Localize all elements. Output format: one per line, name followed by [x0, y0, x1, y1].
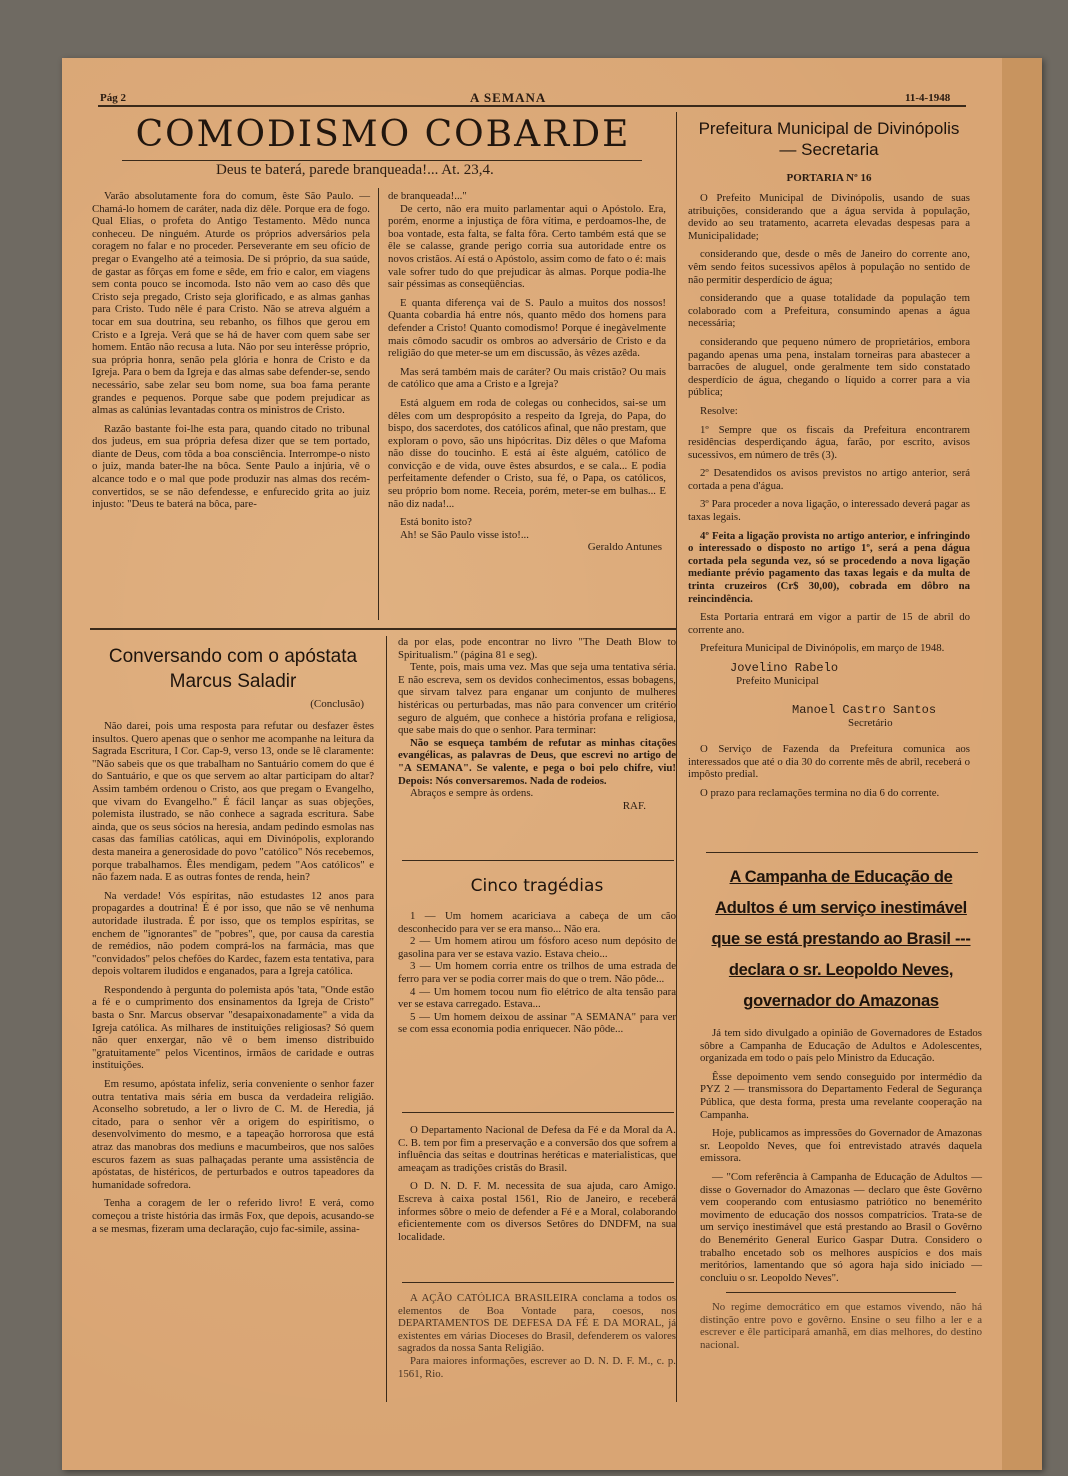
campanha-paragraph: Êsse depoimento vem sendo conseguido por intermédio da PYZ 2 — transmissora do Departamento Federal de Segurança Pública, que desta forma, presta uma revelante cooperação na Campanha.	[700, 1070, 982, 1121]
page-number: Pág 2	[100, 92, 126, 104]
comodismo-paragraph: Está bonito isto?	[400, 516, 472, 529]
tragedia-item: 3 — Um homem corria entre os trilhos de uma estrada de ferro para ver se podia correr mais do que o trem. Não pôde...	[398, 960, 676, 985]
conversando-signature: RAF.	[622, 799, 646, 812]
signatory-name: Jovelino Rabelo	[730, 661, 839, 675]
tragedia-item: 1 — Um homem acariciava a cabeça de um cão desconhecido para ver se era manso... Não era.	[398, 910, 676, 935]
section-rule	[726, 1292, 956, 1293]
portaria-paragraph: 1º Sempre que os fiscais da Prefeitura encontrarem residências desperdiçando água, farão, por escrito, avisos sucessivos, em número de três (3).	[688, 423, 970, 461]
campanha-title: A Campanha de Educação de Adultos é um serviço inestimável que se está prestando ao Brasil --- declara o sr. Leopoldo Neves, governador do Amazonas	[711, 868, 971, 1010]
comodismo-signature: Geraldo Antunes	[587, 541, 662, 554]
comodismo-paragraph: Mas será também mais de caráter? Ou mais cristão? Ou mais de católico que ama a Cristo e a Igreja?	[388, 365, 666, 391]
portaria-paragraph: 2º Desatendidos os avisos previstos no artigo anterior, será cortada a pena d'água.	[688, 467, 970, 492]
conversando-title: Conversando com o apóstata Marcus Saladir	[108, 646, 358, 692]
comodismo-paragraph: Ah! se São Paulo visse isto!...	[400, 528, 529, 541]
title-underline	[122, 160, 642, 161]
campanha-paragraph: Já tem sido divulgado a opinião de Governadores de Estados sôbre a Campanha de Educação de Adultos e Adolescentes, organizada em todo o país pelo Ministro da Educação.	[700, 1027, 982, 1065]
campanha-paragraph: — "Com referência à Campanha de Educação de Adultos — disse o Governador do Amazonas — declaro que êste Govêrno vem cooperando com entusiasmo patriótico no benemérito movimento de educação dos nossos compatrícios. Trata-se de um serviço inestimável que está prestando ao Brasil o Govêrno do Benemérito General Eurico Gaspar Dutra. Considero o trabalho encetado sob os melhores auspícios e dos mais meritórios, lamentando que só agora haja sido iniciado — concluiu o sr. Leopoldo Neves".	[700, 1170, 982, 1284]
comodismo-paragraph: Está alguem em roda de colegas ou conhecidos, sai-se um dêles com um despropósito a respeito da Igreja, do Papa, do bispo, dos sacerdotes, dos católicos afinal, que não prestam, que exploram o povo, são uns hipócritas. Diz dêles o que Mafoma não disse do toucinho. E está aí êste alguém, católico de convicção e de vida, ouve êstes absurdos, e se cala... E podia perfeitamente defender o Cristo, sua fé, o Papa, os católicos, seu próprio bom nome. Receia, porém, meter-se em bulhas... E não diz nada!...	[388, 396, 666, 510]
conversando-paragraph: Em resumo, apóstata infeliz, seria conveniente o senhor fazer outra tentativa mais séria em busca da verdadeira religião. Aconselho sobretudo, a ler o livro de C. M. de Heredia, já citado, para o senhor vêr a origem do espiritismo, o desenvolvimento do mesmo, e a tapeação horrorosa que está atraz das manobras dos mediuns e macumbeiros, que nos salões escuros fazem as suas palhaçadas perante uma assistência de apóstatas, de histéricos, de perturbados e outros tapeadores da humanidade sofredora.	[92, 1078, 374, 1191]
portaria-paragraph: Prefeitura Municipal de Divinópolis, em março de 1948.	[700, 642, 945, 655]
fazenda-paragraph: O Serviço de Fazenda da Prefeitura comunica aos interessados que até o dia 30 do corrente mês de abril, receberá o impôsto predial.	[688, 743, 970, 781]
column-divider	[386, 636, 387, 1402]
acao-column	[398, 1292, 676, 1386]
comodismo-column-2	[388, 190, 666, 553]
portaria-paragraph: considerando que a quase totalidade da população tem colaborado com a Prefeitura, consumindo apenas a água necessária;	[688, 292, 970, 330]
cinco-title: Cinco tragédias	[470, 876, 604, 896]
section-rule	[402, 860, 674, 861]
masthead-date: 11-4-1948	[905, 92, 951, 104]
comodismo-paragraph: E quanta diferença vai de S. Paulo a muitos dos nossos! Quanta cobardia há entre nós, quanto mêdo dos homens para defender a Cristo! Quanto comodismo! Porque é inegàvelmente mais cômodo sacudir os ombros ao adversário de Cristo e da religião do que meter-se um em discussão, às vêzes azêda.	[388, 296, 666, 360]
tragedia-item: 2 — Um homem atirou um fósforo aceso num depósito de gasolina para ver se estava vazio. Estava cheio...	[398, 935, 676, 960]
comodismo-subtitle: Deus te baterá, parede branqueada!... At. 23,4.	[216, 162, 494, 178]
conversando-column-2	[398, 636, 676, 812]
acao-paragraph: A AÇÃO CATÓLICA BRASILEIRA conclama a todos os elementos de Boa Vontade para, coesos, nos DEPARTAMENTOS DE DEFESA DA FÉ E DA MORAL, já existentes em várias Dioceses do Brasil, defenderem os valores sagrados da nossa Santa Religião.	[398, 1292, 676, 1355]
signatory-name: Manoel Castro Santos	[792, 703, 937, 717]
signatory-role: Secretário	[848, 717, 893, 729]
portaria-paragraph: 4º Feita a ligação provista no artigo anterior, e infringindo o interessado o disposto no artigo 1º, será a pena dágua cortada pela segunda vez, só se procedendo a nova ligação mediante prévio pagamento das taxas legais e da multa de trinta cruzeiros (Cr$ 30,00), cobrada em dôbro na reincindência.	[688, 529, 970, 605]
portaria-paragraph: Esta Portaria entrará em vigor a partir de 15 de abril do corrente ano.	[688, 611, 970, 636]
portaria-paragraph: considerando que pequeno número de proprietários, embora pagando apenas uma pena, instalam torneiras para abastecer a barracões de aluguel, onde geralmente tem sido constatado desperdício de água, chegando o líquido a correr para a via pública;	[688, 335, 970, 399]
section-rule	[402, 1282, 674, 1283]
section-rule	[402, 1112, 674, 1113]
section-rule	[90, 628, 676, 630]
comodismo-paragraph: Razão bastante foi-lhe esta para, quando citado no tribunal dos judeus, em sua própria defesa dizer que se tem portado, diante de Deus, com tôda a boa consciência. Interrompe-o nisto o juiz, manda bater-lhe na bôca. Sente Paulo a injúria, vê o alcance todo e o mal que pode produzir nas almas dos recém-convertidos, se se não defendesse, e enfurecido grita ao juiz injusto: "Deus te baterá na bôca, pare-	[92, 422, 370, 511]
portaria-number: PORTARIA Nº 16	[786, 172, 872, 184]
portaria-paragraph: 3º Para proceder a nova ligação, o interessado deverá pagar as taxas legais.	[688, 498, 970, 524]
campanha-footer: No regime democrático em que estamos vivendo, não há distinção entre povo e govêrno. Ensine o seu filho a ler e a escrever e êle participará amanhã, em dias melhores, do destino nacional.	[700, 1301, 982, 1352]
dndfm-column	[398, 1124, 676, 1249]
comodismo-paragraph: De certo, não era muito parlamentar aqui o Apóstolo. Era, porém, enorme a injustiça de fôra vítima, e perdoamos-lhe, de boa vontade, esta falta, se falta fôra. Certo também está que se êle se calasse, grande perigo corria sua autoridade entre os novos cristãos. Aí está o Apóstolo, assim como de fato o é: mais vale sofrer tudo do que prejudicar às almas. Porque podia-lhe sair péssimas as conseqüências.	[388, 202, 666, 291]
conversando-paragraph: Respondendo à pergunta do polemista após 'tata, "Onde estão a fé e o cumprimento dos ensinamentos da Igreja de Cristo" basta o Snr. Marcus observar "desapaixonadamente" a vida da Igreja católica. As milhares de instituições religiosas? Só quem não quer enxergar, não vê o bem imenso distribuido "gratuitamente" pelos Vicentinos, irmãos de caridade e outras instituições.	[92, 983, 374, 1072]
conversando-paragraph: da por elas, pode encontrar no livro "The Death Blow to Spiritualism." (página 81 e seg).	[398, 636, 676, 661]
right-column-divider	[676, 112, 677, 1402]
conversando-paragraph: Na verdade! Vós espíritas, não estudastes 12 anos para propagardes a doutrina! É é por isso, que não se vê nenhuma autoridade ilustrada. É por isso, que os templos espíritas, se enchem de "ignorantes" de "pobres", que, por causa da carestia de remédios, não podem comprá-los na farmácia, mas que "convidados" pelos chefões do Kardec, fazem esta tentativa, para depois voltarem iludidos e enganados, para a Igreja católica.	[92, 889, 374, 978]
conversando-column-1	[92, 644, 374, 1241]
conversando-paragraph: Tente, pois, mais uma vez. Mas que seja uma tentativa séria. E não escreva, sem os devidos conhecimentos, essas bobagens, que sirvam talvez para enganar um conjunto de mulheres histéricas ou perturbadas, mas não para convencer um critério seguro de alguém, que conhece a história profana e religiosa, que sabe mais do que o senhor. Para terminar:	[398, 661, 676, 737]
campanha-paragraph: Hoje, publicamos as impressões do Governador de Amazonas sr. Leopoldo Neves, que foi entrevistado através daquela emissora.	[700, 1127, 982, 1165]
conversando-closing: Abraços e sempre às ordens.	[410, 787, 534, 800]
masthead-title: A SEMANA	[470, 90, 547, 105]
section-rule	[706, 852, 978, 853]
comodismo-paragraph: Varão absolutamente fora do comum, êste São Paulo. — Chamá-lo homem de caráter, nada diz dêle. Porque era de fogo. Qual Elias, o profeta do Antigo Testamento. Mêdo nunca conheceu. De ninguém. Aturde os próprios adversários pela coragem no falar e no proceder. Perseverante em seu ofício de pregar o Evangelho até a teimosia. De si próprio, da sua saúde, de gastar as fôrças em fome e sêde, em frio e calor, em viagens sem conta pouco se incomoda. Isto não vem ao caso dês que Cristo seja pregado, Cristo seja glorificado, e as almas ganhas para Cristo. Tudo nêle é para Cristo. Não se atreva alguém a tocar em sua doutrina, seu rebanho, os filhos que gerou em Cristo e a Igreja. Verá que se há de haver com quem sabe ser homem. Então não recusa a luta. Não por seu interêsse próprio, sua própria honra, senão pela glória e honra de Cristo e da Igreja. Para o bem da Igreja e das almas sabe defender-se, sendo necessário, sabe zelar seu bom nome, sua boa fama perante grandes e pequenos. Porque sabe que podem prejudicar as almas as calúnias levantadas contra os ministros de Cristo.	[92, 190, 370, 417]
masthead-rule	[98, 105, 966, 107]
acao-paragraph: Para maiores informações, escrever ao D. N. D. F. M., c. p. 1561, Rio.	[398, 1354, 676, 1380]
prefeitura-title: Prefeitura Municipal de Divinópolis — Secretaria	[698, 119, 960, 159]
fazenda-paragraph: O prazo para reclamações termina no dia 6 do corrente.	[700, 786, 940, 799]
tragedia-item: 5 — Um homem deixou de assinar "A SEMANA" para ver se com essa economia podia enriquecer. Não pôde...	[398, 1010, 676, 1036]
comodismo-paragraph: de branqueada!..."	[388, 190, 467, 202]
conversando-paragraph: Tenha a coragem de ler o referido livro! E verá, como começou a triste história das irmãs Fox, que depois, acusando-se a se mesmas, fizeram uma declaração, cujo fac-simile, assina-	[92, 1197, 374, 1235]
conversando-paragraph: Não darei, pois uma resposta para refutar ou desfazer êstes insultos. Quero apenas que o senhor me acompanhe na leitura da Sagrada Escritura, I Cor. Cap-9, verso 13, onde se lê claramente: "Não sabeis que os que trabalham no Santuário comem do que é do Santuário, e que os que servem ao altar participam do altar? Assim também ordenou o Cristo, aos que pregam o Evangelho, que vivam do Evangelho." É fácil lançar as suas objeções, polemista ilustrado, se não conhece a sagrada escritura. Sabe ainda, que os seus sócios na heresia, andam pedindo esmolas nas casas das famílias católicas, aqui em Divinópolis, explorando desta maneira a generosidade do povo "católico" Nós recebemos, porque trabalhamos. Êles mendigam, pedem "Aos católicos" e não fazem nada. E as outras fontes de renda, hein?	[92, 720, 374, 884]
campanha-column	[700, 862, 982, 1358]
column-divider	[378, 188, 379, 620]
signatory-role: Prefeito Municipal	[736, 675, 819, 687]
portaria-paragraph: considerando que, desde o mês de Janeiro do corrente ano, vêm sendo feitos sucessivos apêlos à população no sentido de não permitir desperdício de água;	[688, 248, 970, 286]
portaria-paragraph: Resolve:	[700, 404, 738, 417]
dndfm-paragraph: O D. N. D. F. M. necessita de sua ajuda, caro Amigo. Escreva à caixa postal 1561, Rio de Janeiro, e receberá informes sôbre o meio de defender a Fé e a Moral, colaborando eficientemente com os diversos Setôres do DNDFM, na sua localidade.	[398, 1180, 676, 1243]
conclusao-note: (Conclusão)	[310, 698, 364, 710]
cinco-column	[398, 876, 676, 1036]
page-edge-strip	[1002, 58, 1042, 1470]
comodismo-title: COMODISMO COBARDE	[135, 114, 631, 155]
tragedia-item: 4 — Um homem tocou num fio elétrico de alta tensão para ver se estava carregado. Estava...	[398, 985, 676, 1011]
dndfm-paragraph: O Departamento Nacional de Defesa da Fé e da Moral da A. C. B. tem por fim a preservação e a conversão dos que sofrem a influência das seitas e doutrinas heréticas e materialisticas, que ameaçam as tradições cristãs do Brasil.	[398, 1124, 676, 1174]
prefeitura-column	[688, 118, 970, 805]
conversando-bold-paragraph: Não se esqueça também de refutar as minhas citações evangélicas, as palavras de Deus, que escrevi no artigo de "A SEMANA". Se valente, e pega o boi pelo chifre, viu! Depois: Nós conversaremos. Nada de rodeios.	[398, 736, 676, 787]
portaria-paragraph: O Prefeito Municipal de Divinópolis, usando de suas atribuições, considerando que a água servida à população, devido ao seu tratamento, acarreta elevadas despesas para a Municipalidade;	[688, 192, 970, 242]
comodismo-column-1	[92, 190, 370, 517]
